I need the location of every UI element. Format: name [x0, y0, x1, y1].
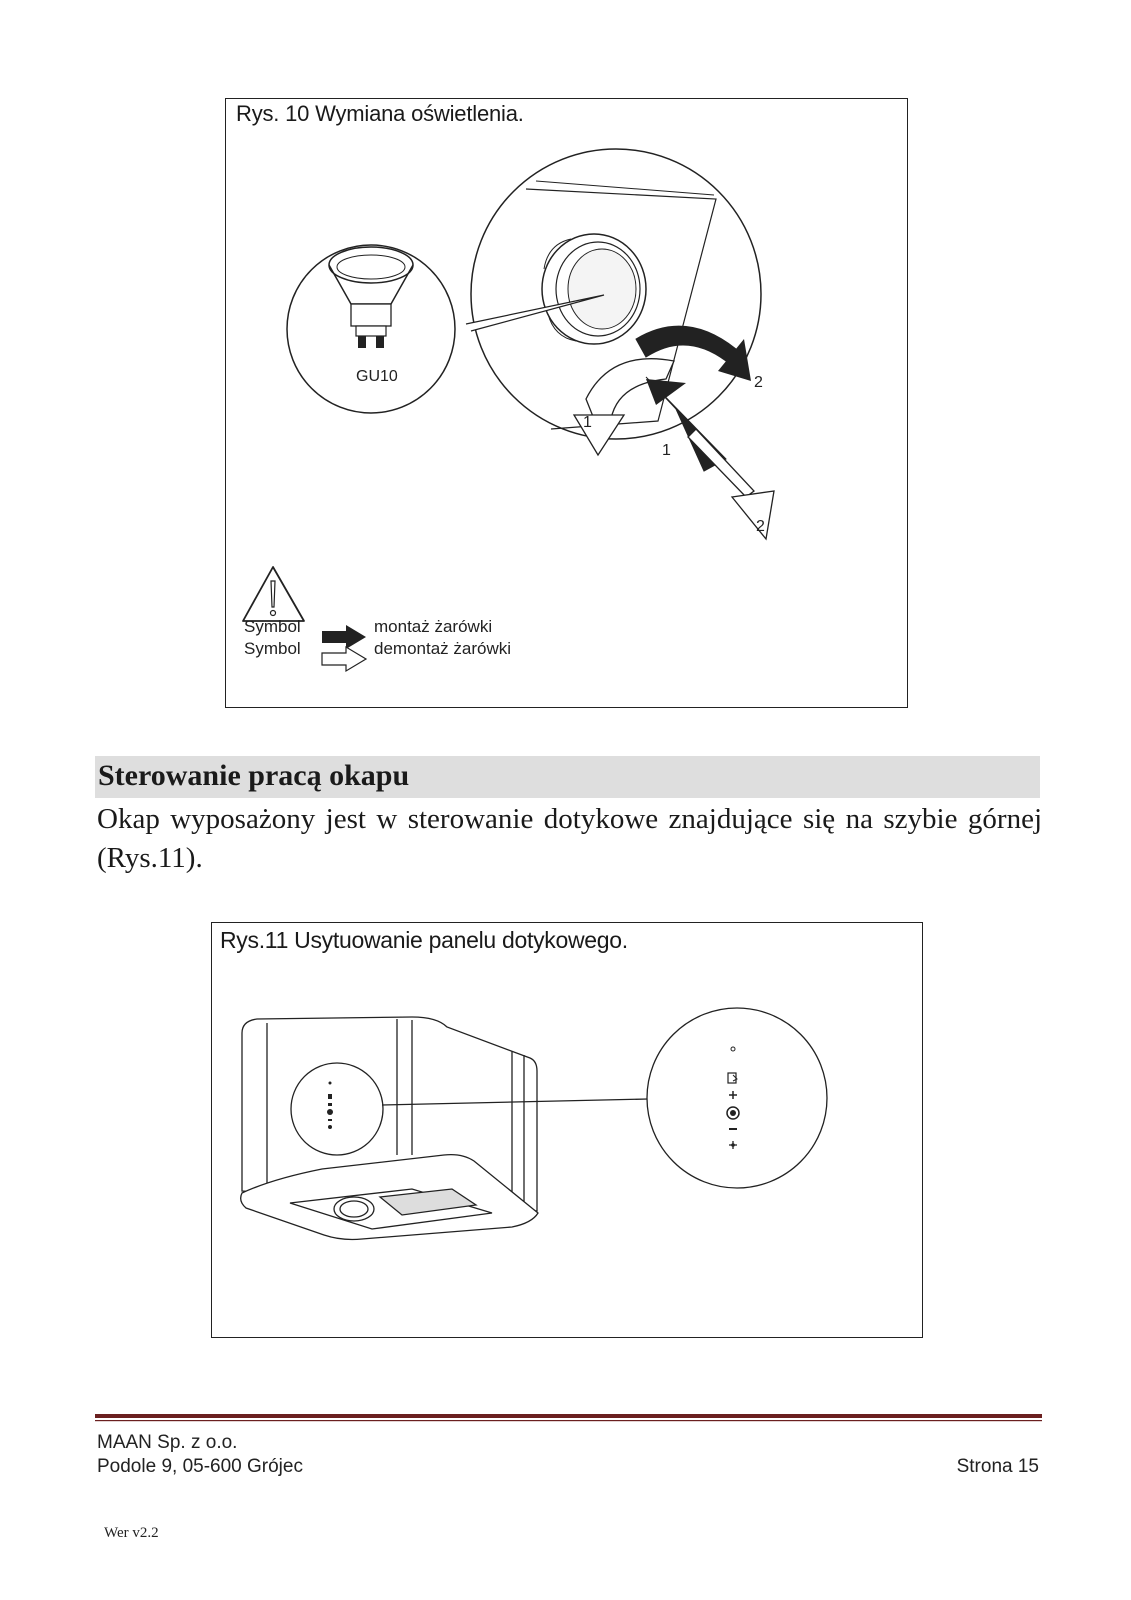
bulb-type-label: GU10 — [356, 368, 398, 385]
legend-symbol-label: Symbol — [244, 639, 301, 658]
bulb-replacement-illustration — [226, 99, 909, 709]
warning-triangle-icon — [243, 567, 304, 621]
figure-10-caption: Rys. 10 Wymiana oświetlenia. — [236, 101, 524, 126]
footer-address: Podole 9, 05-600 Grójec — [97, 1456, 303, 1477]
figure-11-caption: Rys.11 Usytuowanie panelu dotykowego. — [220, 927, 628, 953]
step-label: 2 — [756, 518, 765, 535]
footer-company-name: MAAN Sp. z o.o. — [97, 1432, 238, 1453]
document-version: Wer v2.2 — [104, 1525, 159, 1541]
mount-rotate-arrow — [636, 326, 736, 361]
footer-divider — [95, 1414, 1042, 1422]
step-label: 1 — [662, 442, 671, 459]
legend-dismount-meaning: demontaż żarówki — [374, 639, 512, 658]
hood-touch-panel-illustration — [212, 923, 924, 1339]
outline-arrow-icon — [322, 647, 366, 671]
step-label: 1 — [583, 414, 592, 431]
legend-mount-meaning: montaż żarówki — [374, 617, 493, 636]
section-paragraph: Okap wyposażony jest w sterowanie dotykowe znajdujące się na szybie górnej (Rys.11). — [97, 803, 1042, 874]
filled-arrow-icon — [322, 625, 366, 649]
legend-symbol-label: Symbol — [244, 617, 301, 636]
figure-10-bulb-replacement — [225, 98, 908, 708]
dismount-pull-arrow — [688, 429, 754, 497]
figure-11-touch-panel-location — [211, 922, 923, 1338]
section-heading: Sterowanie pracą okapu — [95, 756, 1040, 798]
step-label: 2 — [754, 374, 763, 391]
cooker-hood-drawing — [241, 1008, 827, 1240]
footer-page-number: Strona 15 — [956, 1456, 1039, 1477]
